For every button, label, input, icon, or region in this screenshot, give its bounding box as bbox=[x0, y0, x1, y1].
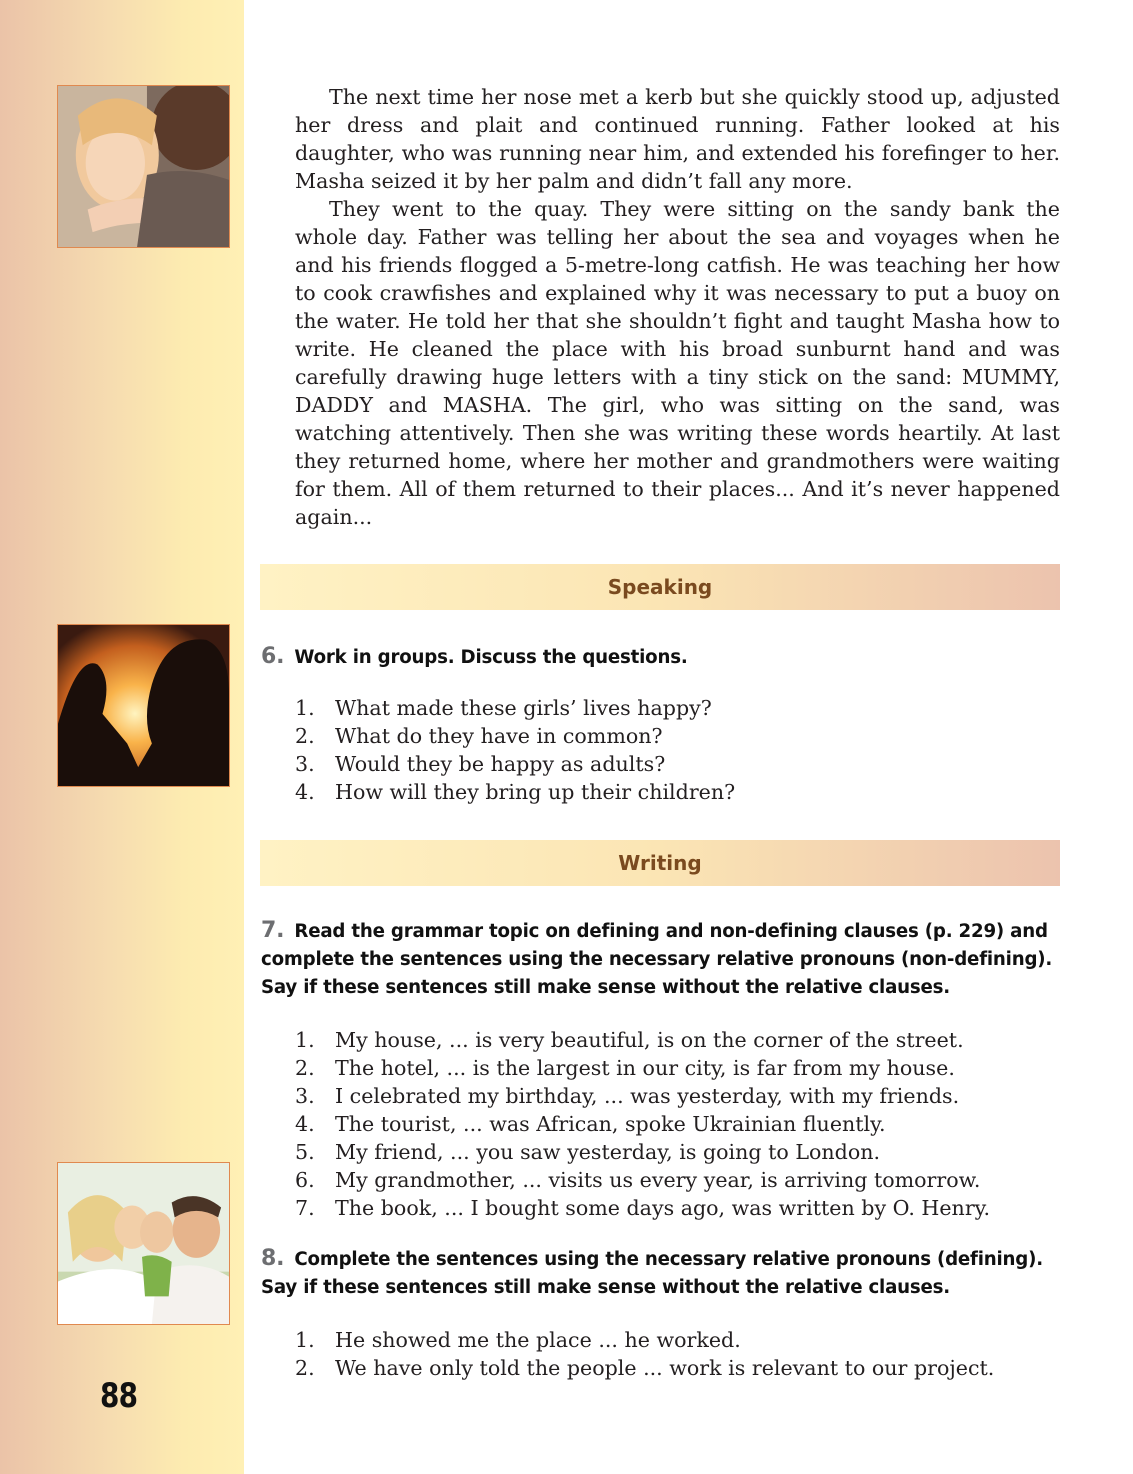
list-item: 2. What do they have in common? bbox=[295, 724, 663, 748]
list-item: 1. What made these girls’ lives happy? bbox=[295, 696, 712, 720]
list-item: 2. The hotel, ... is the largest in our city, is far from my house. bbox=[295, 1056, 955, 1080]
task-text: Read the grammar topic on defining and non-defining clauses (p. 229) and complete the sentences using the necessary relative pronouns (non-defining). Say if these sentences still make sense without the relative clauses. bbox=[261, 921, 1053, 998]
page-number: 88 bbox=[100, 1376, 138, 1416]
task-number: 8. bbox=[261, 1246, 285, 1271]
list-item: 3. Would they be happy as adults? bbox=[295, 752, 666, 776]
task-text: Work in groups. Discuss the questions. bbox=[294, 647, 688, 668]
list-item: 2. We have only told the people ... work is relevant to our project. bbox=[295, 1356, 995, 1380]
girl-hugging-father-photo bbox=[57, 85, 230, 248]
story-text bbox=[295, 83, 1060, 531]
story-paragraph: They went to the quay. They were sitting on the sandy bank the whole day. Father was telling her about the sea and voyages when he and his friends flogged a 5-metre-long catfish. He was teaching her how to cook crawfishes and explained why it was necessary to put a buoy on the water. He told her that she shouldn’t fight and taught Masha how to write. He cleaned the place with his broad sunburnt hand and was carefully drawing huge letters with a tiny stick on the sand: MUMMY, DADDY and MASHA. The girl, who was sitting on the sand, was watching attentively. Then she was writing these words heartily. At last they returned home, where her mother and grandmothers were waiting for them. All of them returned to their places... And it’s never happened again... bbox=[295, 197, 1060, 529]
task-6-questions bbox=[295, 694, 1055, 806]
list-item: 6. My grandmother, ... visits us every year, is arriving tomorrow. bbox=[295, 1168, 981, 1192]
list-item: 1. My house, ... is very beautiful, is on the corner of the street. bbox=[295, 1028, 964, 1052]
task-8-sentences bbox=[295, 1326, 1055, 1382]
task-8-instruction bbox=[261, 1245, 1061, 1302]
writing-banner: Writing bbox=[260, 840, 1060, 886]
list-item: 1. He showed me the place ... he worked. bbox=[295, 1328, 741, 1352]
task-text: Complete the sentences using the necessary relative pronouns (defining). Say if these sentences still make sense without the relative clauses. bbox=[261, 1249, 1043, 1298]
list-item: 4. How will they bring up their children? bbox=[295, 780, 736, 804]
speaking-banner: Speaking bbox=[260, 564, 1060, 610]
list-item: 7. The book, ... I bought some days ago, was written by O. Henry. bbox=[295, 1196, 991, 1220]
task-6-instruction bbox=[261, 643, 1061, 672]
list-item: 5. My friend, ... you saw yesterday, is going to London. bbox=[295, 1140, 881, 1164]
task-number: 7. bbox=[261, 918, 285, 943]
sunset-silhouette-photo bbox=[57, 624, 230, 787]
list-item: 3. I celebrated my birthday, ... was yesterday, with my friends. bbox=[295, 1084, 960, 1108]
list-item: 4. The tourist, ... was African, spoke Ukrainian fluently. bbox=[295, 1112, 886, 1136]
happy-family-photo bbox=[57, 1162, 230, 1325]
task-7-sentences bbox=[295, 1026, 1055, 1222]
story-paragraph: The next time her nose met a kerb but she quickly stood up, adjusted her dress and plait and continued running. Father looked at his daughter, who was running near him, and extended his forefinger to her. Masha seized it by her palm and didn’t fall any more. bbox=[295, 85, 1060, 193]
task-7-instruction bbox=[261, 917, 1061, 1002]
task-number: 6. bbox=[261, 644, 285, 669]
